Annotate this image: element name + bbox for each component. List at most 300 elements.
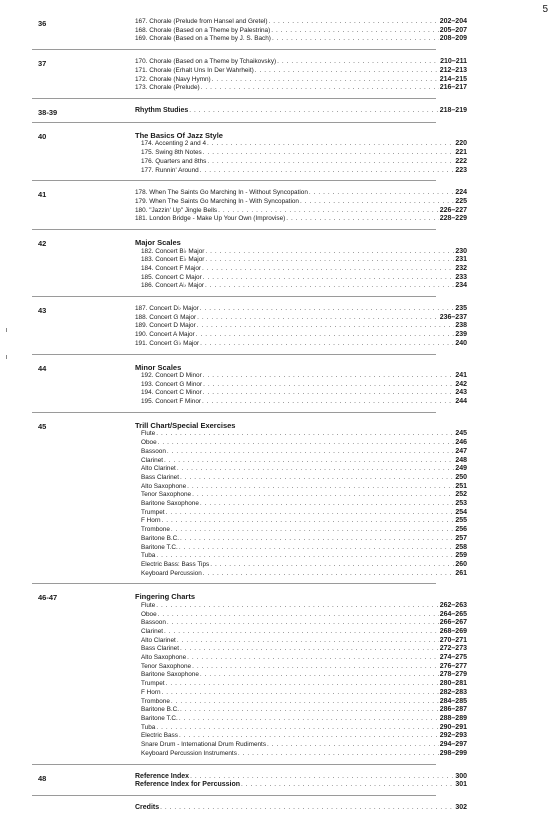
dot-leader — [203, 274, 455, 283]
section-entries — [135, 804, 467, 813]
entry-page-number: 232 — [455, 264, 467, 272]
entry-page-number: 262–263 — [439, 601, 467, 609]
dot-leader — [197, 322, 455, 331]
toc-entry[interactable] — [135, 140, 467, 149]
toc-entry[interactable] — [135, 741, 467, 750]
dot-leader — [269, 18, 439, 27]
dot-leader — [272, 35, 439, 44]
dot-leader — [164, 628, 439, 637]
section-entries — [135, 58, 467, 93]
dot-leader — [197, 314, 439, 323]
toc-section — [32, 419, 467, 584]
entry-title: Clarinet — [141, 627, 164, 635]
dot-leader — [203, 570, 455, 579]
entry-page-number: 246 — [455, 439, 467, 447]
toc-entry[interactable] — [135, 340, 467, 349]
dot-leader — [255, 67, 439, 76]
toc-entry[interactable] — [135, 500, 467, 509]
toc-entry[interactable] — [135, 158, 467, 167]
entry-page-number: 252 — [455, 491, 467, 499]
section-entries — [135, 592, 467, 758]
toc-entry[interactable] — [135, 256, 467, 265]
entry-title: 182. Concert B♭ Major — [141, 247, 205, 255]
entry-title: Trumpet — [141, 680, 165, 688]
dot-leader — [200, 500, 454, 509]
toc-entry[interactable] — [135, 552, 467, 561]
entry-page-number: 224 — [455, 189, 467, 197]
section-page-number: 38-39 — [38, 107, 58, 117]
entry-title: 174. Accenting 2 and 4 — [141, 140, 207, 148]
dot-leader — [300, 198, 454, 207]
dot-leader — [205, 248, 454, 257]
toc-entry[interactable] — [135, 698, 467, 707]
entry-page-number: 261 — [455, 569, 467, 577]
toc-entry[interactable] — [135, 750, 467, 759]
dot-leader — [162, 517, 455, 526]
toc-entry[interactable] — [135, 804, 467, 813]
dot-leader — [210, 561, 454, 570]
toc-entry[interactable] — [135, 274, 467, 283]
toc-entry[interactable] — [135, 18, 467, 27]
dot-leader — [160, 804, 454, 813]
toc-section — [32, 129, 467, 181]
entry-title: Oboe — [141, 439, 157, 447]
toc-entry[interactable] — [135, 637, 467, 646]
entry-page-number: 278–279 — [439, 671, 467, 679]
dot-leader — [200, 167, 455, 176]
section-entries — [135, 238, 467, 291]
entry-page-number: 235 — [455, 305, 467, 313]
dot-leader — [179, 732, 439, 741]
entry-page-number: 223 — [455, 166, 467, 174]
entry-page-number: 234 — [455, 282, 467, 290]
toc-entry[interactable] — [135, 207, 467, 216]
entry-title: 179. When The Saints Go Marching In - With Syncopation — [135, 197, 299, 205]
toc-entry[interactable] — [135, 457, 467, 466]
entry-title: 175. Swing 8th Notes — [141, 149, 202, 157]
dot-leader — [203, 372, 455, 381]
toc-entry[interactable] — [135, 611, 467, 620]
entry-title: Trombone — [141, 697, 170, 705]
toc-entry[interactable] — [135, 76, 467, 85]
toc-section — [32, 16, 467, 50]
entry-page-number: 228–229 — [439, 215, 467, 223]
entry-title: 185. Concert C Major — [141, 273, 202, 281]
entry-title: Baritone T.C. — [141, 543, 178, 551]
entry-page-number: 300 — [455, 772, 467, 780]
dot-leader — [203, 149, 455, 158]
dot-leader — [196, 331, 455, 340]
toc-section — [32, 105, 467, 123]
dot-leader — [200, 671, 439, 680]
toc-section — [32, 303, 467, 355]
section-page-number: 45 — [38, 421, 47, 431]
entry-page-number: 233 — [455, 273, 467, 281]
dot-leader — [200, 340, 454, 349]
toc-entry[interactable] — [135, 724, 467, 733]
entry-page-number: 290–291 — [439, 723, 467, 731]
toc-entry[interactable] — [135, 602, 467, 611]
entry-page-number: 225 — [455, 197, 467, 205]
toc-entry[interactable] — [135, 215, 467, 224]
entry-page-number: 254 — [455, 508, 467, 516]
dot-leader — [238, 750, 439, 759]
dot-leader — [203, 389, 455, 398]
entry-title: Alto Saxophone — [141, 482, 187, 490]
toc-section — [32, 56, 467, 99]
entry-page-number: 298–299 — [439, 749, 467, 757]
entry-page-number: 247 — [455, 447, 467, 455]
entry-title: 189. Concert D Major — [135, 322, 196, 330]
toc-entry[interactable] — [135, 282, 467, 291]
entry-page-number: 236–237 — [439, 313, 467, 321]
entry-page-number: 241 — [455, 372, 467, 380]
entry-page-number: 264–265 — [439, 610, 467, 618]
dot-leader — [162, 689, 439, 698]
toc-entry[interactable] — [135, 509, 467, 518]
entry-title: Trombone — [141, 526, 170, 534]
toc-entry[interactable] — [135, 248, 467, 257]
dot-leader — [192, 491, 454, 500]
toc-entry[interactable] — [135, 305, 467, 314]
toc-entry[interactable] — [135, 474, 467, 483]
section-entries — [135, 773, 467, 790]
entry-page-number: 260 — [455, 560, 467, 568]
toc-entry[interactable] — [135, 671, 467, 680]
dot-leader — [156, 552, 454, 561]
entry-title: 172. Chorale (Navy Hymn) — [135, 75, 211, 83]
entry-page-number: 292–293 — [439, 732, 467, 740]
entry-title: 173. Chorale (Prelude) — [135, 84, 200, 92]
entry-title: Bass Clarinet — [141, 645, 180, 653]
dot-leader — [156, 430, 454, 439]
entry-page-number: 286–287 — [439, 706, 467, 714]
entry-title: 184. Concert F Major — [141, 264, 202, 272]
entry-title: Bassoon — [141, 447, 166, 455]
entry-page-number: 208–209 — [439, 35, 467, 43]
dot-leader — [164, 457, 454, 466]
entry-page-number: 282–283 — [439, 688, 467, 696]
entry-page-number: 242 — [455, 380, 467, 388]
entry-title: 194. Concert C Minor — [141, 389, 202, 397]
entry-page-number: 230 — [455, 247, 467, 255]
entry-page-number: 250 — [455, 473, 467, 481]
toc-entry[interactable] — [135, 706, 467, 715]
dot-leader — [158, 439, 455, 448]
entry-page-number: 251 — [455, 482, 467, 490]
dot-leader — [177, 465, 455, 474]
dot-leader — [180, 706, 439, 715]
entry-title: 171. Chorale (Erhalt Uns In Der Wahrheit) — [135, 66, 254, 74]
entry-title: 170. Chorale (Based on a Theme by Tchaikovsky) — [135, 58, 277, 66]
entry-title: 178. When The Saints Go Marching In - Without Syncopation — [135, 189, 308, 197]
dot-leader — [167, 448, 454, 457]
section-page-number: 44 — [38, 363, 47, 373]
entry-title: Keyboard Percussion — [141, 569, 202, 577]
entry-page-number: 276–277 — [439, 662, 467, 670]
entry-title: Snare Drum - International Drum Rudiments — [141, 741, 267, 749]
entry-title: 168. Chorale (Based on a Theme by Palestrina) — [135, 26, 271, 34]
toc-entry[interactable] — [135, 398, 467, 407]
dot-leader — [241, 781, 454, 790]
toc-entry[interactable] — [135, 84, 467, 93]
dot-leader — [200, 305, 455, 314]
toc-entry[interactable] — [135, 167, 467, 176]
entry-page-number: 258 — [455, 543, 467, 551]
entry-title: Baritone Saxophone — [141, 671, 199, 679]
toc-entry[interactable] — [135, 67, 467, 76]
toc-entry[interactable] — [135, 483, 467, 492]
toc-entry[interactable] — [135, 561, 467, 570]
section-page-number: 43 — [38, 306, 47, 316]
entry-title: Tenor Saxophone — [141, 491, 192, 499]
toc-entry[interactable] — [135, 58, 467, 67]
toc-section — [32, 236, 467, 297]
entry-page-number: 256 — [455, 526, 467, 534]
entry-page-number: 255 — [455, 517, 467, 525]
entry-title: Credits — [135, 803, 160, 811]
entry-title: Tuba — [141, 723, 156, 731]
entry-page-number: 253 — [455, 500, 467, 508]
entry-title: 190. Concert A Major — [135, 331, 195, 339]
entry-title: 193. Concert G Minor — [141, 380, 203, 388]
page-number: 5 — [542, 4, 548, 15]
dot-leader — [187, 483, 454, 492]
section-page-number: 48 — [38, 773, 47, 783]
dot-leader — [218, 207, 439, 216]
toc-section — [32, 187, 467, 230]
entry-page-number: 272–273 — [439, 645, 467, 653]
dot-leader — [180, 474, 454, 483]
entry-title: 180. "Jazzin' Up" Jingle Bells — [135, 206, 218, 214]
dot-leader — [187, 654, 439, 663]
entry-title: 176. Quarters and 8ths — [141, 157, 207, 165]
toc-entry[interactable] — [135, 35, 467, 44]
section-entries — [135, 18, 467, 44]
toc-entry[interactable] — [135, 715, 467, 724]
entry-page-number: 214–215 — [439, 75, 467, 83]
toc-entry[interactable] — [135, 265, 467, 274]
dot-leader — [212, 76, 439, 85]
entry-page-number: 220 — [455, 140, 467, 148]
toc-entry[interactable] — [135, 619, 467, 628]
toc-entry[interactable] — [135, 389, 467, 398]
toc-entry[interactable] — [135, 372, 467, 381]
entry-title: Oboe — [141, 610, 157, 618]
toc-entry[interactable] — [135, 189, 467, 198]
entry-title: Tuba — [141, 552, 156, 560]
toc-entry[interactable] — [135, 491, 467, 500]
entry-page-number: 301 — [455, 781, 467, 789]
toc-entry[interactable] — [135, 535, 467, 544]
toc-section — [32, 771, 467, 796]
entry-title: Electric Bass — [141, 732, 178, 740]
entry-title: Baritone B.C. — [141, 706, 180, 714]
dot-leader — [309, 189, 454, 198]
section-entries — [135, 107, 467, 117]
toc-entry[interactable] — [135, 448, 467, 457]
section-heading: Minor Scales — [135, 362, 182, 372]
dot-leader — [166, 680, 439, 689]
entry-title: Tenor Saxophone — [141, 662, 192, 670]
section-entries — [135, 363, 467, 407]
dot-leader — [179, 544, 454, 553]
dot-leader — [277, 58, 439, 67]
entry-title: 169. Chorale (Based on a Theme by J. S. Bach) — [135, 35, 271, 43]
entry-title: Bassoon — [141, 619, 166, 627]
toc-entry[interactable] — [135, 149, 467, 158]
dot-leader — [158, 611, 439, 620]
entry-page-number: 284–285 — [439, 697, 467, 705]
entry-page-number: 218–219 — [439, 106, 467, 114]
dot-leader — [177, 637, 439, 646]
toc-section — [32, 590, 467, 764]
entry-title: Alto Clarinet — [141, 636, 176, 644]
entry-title: Rhythm Studies — [135, 106, 189, 114]
toc-entry[interactable] — [135, 645, 467, 654]
toc-entry[interactable] — [135, 781, 467, 790]
dot-leader — [202, 398, 454, 407]
dot-leader — [156, 724, 438, 733]
entry-page-number: 238 — [455, 322, 467, 330]
entry-page-number: 248 — [455, 456, 467, 464]
toc-entry[interactable] — [135, 314, 467, 323]
toc-entry[interactable] — [135, 331, 467, 340]
entry-title: Bass Clarinet — [141, 473, 180, 481]
toc-entry[interactable] — [135, 544, 467, 553]
entry-title: 192. Concert D Minor — [141, 372, 202, 380]
section-heading: Fingering Charts — [135, 592, 196, 602]
dot-leader — [271, 27, 439, 36]
section-page-number: 42 — [38, 239, 47, 249]
entry-title: 183. Concert E♭ Major — [141, 256, 205, 264]
entry-title: Baritone T.C. — [141, 714, 178, 722]
dot-leader — [205, 256, 454, 265]
entry-page-number: 202–204 — [439, 18, 467, 25]
entry-page-number: 270–271 — [439, 636, 467, 644]
entry-page-number: 257 — [455, 534, 467, 542]
toc-entry[interactable] — [135, 430, 467, 439]
entry-title: Alto Saxophone — [141, 654, 187, 662]
section-page-number: 41 — [38, 190, 47, 200]
toc-entry[interactable] — [135, 198, 467, 207]
entry-page-number: 212–213 — [439, 66, 467, 74]
toc-entry[interactable] — [135, 732, 467, 741]
entry-page-number: 231 — [455, 256, 467, 264]
entry-title: Reference Index — [135, 772, 190, 780]
entry-page-number: 266–267 — [439, 619, 467, 627]
dot-leader — [207, 140, 454, 149]
dot-leader — [207, 158, 454, 167]
entry-page-number: 245 — [455, 430, 467, 438]
dot-leader — [286, 215, 438, 224]
entry-page-number: 239 — [455, 331, 467, 339]
dot-leader — [167, 619, 439, 628]
section-page-number: 37 — [38, 59, 47, 69]
entry-page-number: 205–207 — [439, 26, 467, 34]
entry-page-number: 288–289 — [439, 714, 467, 722]
entry-title: 188. Concert G Major — [135, 313, 197, 321]
section-entries — [135, 305, 467, 349]
toc-entry[interactable] — [135, 628, 467, 637]
dot-leader — [189, 107, 438, 116]
entry-page-number: 240 — [455, 339, 467, 347]
entry-title: Trumpet — [141, 508, 165, 516]
dot-leader — [156, 602, 439, 611]
toc-entry[interactable] — [135, 381, 467, 390]
dot-leader — [267, 741, 439, 750]
section-page-number: 36 — [38, 19, 47, 28]
entry-title: 186. Concert A♭ Major — [141, 282, 205, 290]
entry-title: Baritone Saxophone — [141, 500, 199, 508]
entry-page-number: 249 — [455, 465, 467, 473]
toc-entry[interactable] — [135, 439, 467, 448]
section-page-number — [32, 804, 90, 813]
table-of-contents — [0, 16, 560, 818]
dot-leader — [180, 535, 454, 544]
entry-page-number: 302 — [455, 803, 467, 811]
entry-title: F Horn — [141, 517, 161, 525]
dot-leader — [205, 282, 454, 291]
entry-page-number: 280–281 — [439, 680, 467, 688]
toc-entry[interactable] — [135, 107, 467, 116]
dot-leader — [179, 715, 439, 724]
toc-entry[interactable] — [135, 689, 467, 698]
section-heading: Trill Chart/Special Exercises — [135, 420, 236, 430]
entry-page-number: 210–211 — [440, 58, 467, 66]
entry-title: 191. Concert G♭ Major — [135, 339, 200, 347]
entry-title: 167. Chorale (Prelude from Hansel and Gretel) — [135, 18, 268, 25]
toc-entry[interactable] — [135, 773, 467, 782]
section-page-number: 40 — [38, 131, 47, 141]
entry-page-number: 294–297 — [439, 741, 467, 749]
toc-entry[interactable] — [135, 680, 467, 689]
toc-entry[interactable] — [135, 517, 467, 526]
section-entries — [135, 189, 467, 224]
toc-entry[interactable] — [135, 465, 467, 474]
entry-page-number: 222 — [455, 157, 467, 165]
dot-leader — [201, 84, 439, 93]
entry-page-number: 216–217 — [439, 84, 467, 92]
entry-page-number: 243 — [455, 389, 467, 397]
section-heading: The Basics Of Jazz Style — [135, 130, 223, 140]
toc-entry[interactable] — [135, 570, 467, 579]
entry-page-number: 259 — [455, 552, 467, 560]
section-entries — [135, 131, 467, 175]
section-page-number: 46-47 — [38, 593, 58, 603]
entry-title: Reference Index for Percussion — [135, 781, 241, 789]
entry-title: 181. London Bridge - Make Up Your Own (Improvise) — [135, 215, 286, 223]
entry-page-number: 268–269 — [439, 627, 467, 635]
toc-entry[interactable] — [135, 663, 467, 672]
entry-title: Flute — [141, 601, 156, 609]
entry-title: Alto Clarinet — [141, 465, 176, 473]
dot-leader — [202, 265, 454, 274]
dot-leader — [171, 526, 454, 535]
toc-entry[interactable] — [135, 526, 467, 535]
section-heading: Major Scales — [135, 238, 181, 248]
dot-leader — [203, 381, 454, 390]
toc-section — [32, 361, 467, 413]
toc-entry[interactable] — [135, 27, 467, 36]
toc-entry[interactable] — [135, 654, 467, 663]
toc-entry[interactable] — [135, 322, 467, 331]
entry-page-number: 226–227 — [439, 206, 467, 214]
entry-title: Keyboard Percussion Instruments — [141, 749, 237, 757]
dot-leader — [192, 663, 439, 672]
entry-title: Flute — [141, 430, 156, 438]
entry-title: 187. Concert D♭ Major — [135, 305, 199, 313]
